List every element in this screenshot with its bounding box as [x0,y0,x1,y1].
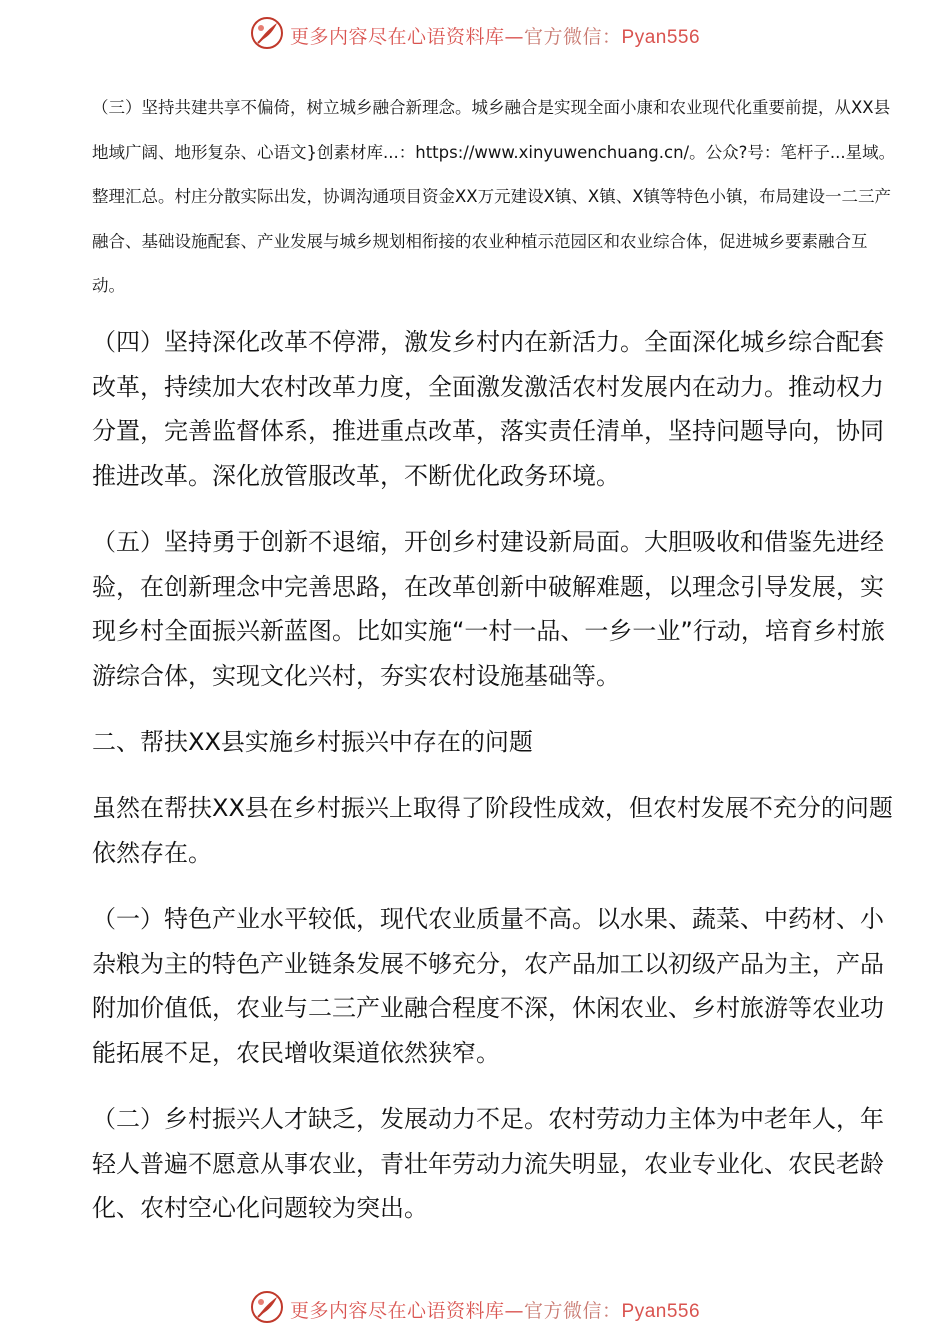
watermark-text [290,1296,700,1323]
quill-seal-icon [250,1290,284,1324]
paragraph-four: （四）坚持深化改革不停滞，激发乡村内在新活力。全面深化城乡综合配套改革，持续加大农村改革力度，全面激发激活农村发展内在动力。推动权力分置，完善监督体系，推进重点改革，落实责任清单，坚持问题导向，协同推进改革。深化放管服改革，不断优化政务环境。 [92,328,884,490]
watermark-main: 更多内容尽在心语资料库 [290,1300,505,1322]
problem-two-paragraph: （二）乡村振兴人才缺乏，发展动力不足。农村劳动力主体为中老年人，年轻人普遍不愿意从事农业，青壮年劳动力流失明显，农业专业化、农民老龄化、农村空心化问题较为突出。 [92,1105,884,1222]
watermark-text [290,22,700,49]
watermark-handle: Pyan556 [621,1301,701,1322]
watermark-banner-top [0,12,950,60]
quill-seal-icon [250,16,284,50]
intro-paragraph: 虽然在帮扶XX县在乡村振兴上取得了阶段性成效，但农村发展不充分的问题依然存在。 [92,794,893,867]
watermark-handle: Pyan556 [621,27,701,48]
watermark-wechat-label: 官方微信： [524,26,622,48]
watermark-dash: — [504,26,525,48]
watermark-wechat-label: 官方微信： [524,1300,622,1322]
problem-one-paragraph: （一）特色产业水平较低，现代农业质量不高。以水果、蔬菜、中药材、小杂粮为主的特色产业链条发展不够充分，农产品加工以初级产品为主，产品附加价值低，农业与二三产业融合程度不深，休闲农业、乡村旅游等农业功能拓展不足，农民增收渠道依然狭窄。 [92,905,884,1067]
paragraph-three: （三）坚持共建共享不偏倚，树立城乡融合新理念。城乡融合是实现全面小康和农业现代化重要前提，从XX县地域广阔、地形复杂、心语文}创素材库...：https://www.xinyuwenchuang.cn/。公众?号：笔杆子...星域。整理汇总。村庄分散实际出发，协调沟通项目资金XX万元建设X镇、X镇、X镇等特色小镇，布局建设一二三产融合、基础设施配套、产业发展与城乡规划相衔接的农业种植示范园区和农业综合体，促进城乡要素融合互动。 [92,98,896,295]
watermark-dash: — [504,1300,525,1322]
paragraph-five: （五）坚持勇于创新不退缩，开创乡村建设新局面。大胆吸收和借鉴先进经验，在创新理念中完善思路，在改革创新中破解难题，以理念引导发展，实现乡村全面振兴新蓝图。比如实施“一村一品、一乡一业”行动，培育乡村旅游综合体，实现文化兴村，夯实农村设施基础等。 [92,528,885,690]
watermark-banner-bottom [0,1286,950,1334]
section-heading-two: 二、帮扶XX县实施乡村振兴中存在的问题 [92,728,533,756]
watermark-main: 更多内容尽在心语资料库 [290,26,505,48]
